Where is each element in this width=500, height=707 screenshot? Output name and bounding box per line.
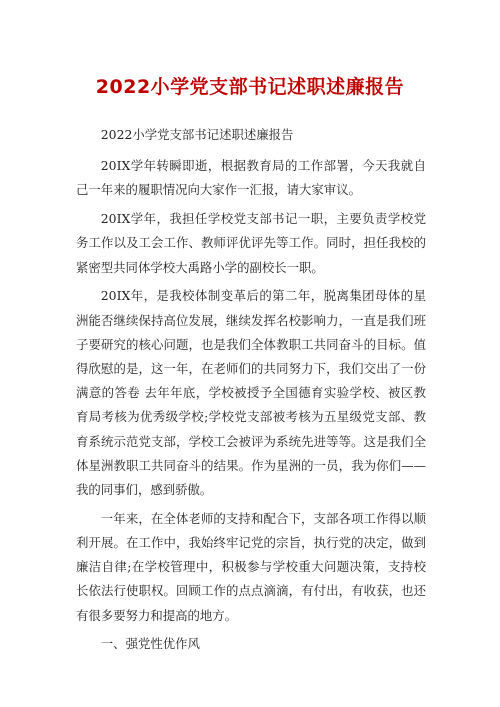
section-heading: 一、强党性优作风 (100, 636, 200, 652)
document-body (76, 123, 426, 661)
paragraph-role: 20IX学年，我担任学校党支部书记一职，主要负责学校党务工作以及工会工作、教师评优评先等工作。同时，担任我校的紧密型共同体学校大禹路小学的副校长一职。 (76, 211, 426, 275)
paragraph-intro: 20IX学年转瞬即逝，根据教育局的工作部署，今天我就自己一年来的履职情况向大家作一汇报，请大家审议。 (76, 158, 426, 198)
paragraph-achievements: 20IX年，是我校体制变革后的第二年，脱离集团母体的星洲能否继续保持高位发展，继续发挥名校影响力，一直是我们班子要研究的核心问题，也是我们全体教职工共同奋斗的目标。值得欣慰的是，这一年，在老师们的共同努力下，我们交出了一份满意的答卷 去年年底，学校被授予全国德育实验学校、被区教育局考核为优秀级学校;学校党支部被考核为五星级党支部、教育系统示范党支部，学校工会被评为系统先进等等。这是我们全体星洲教职工共同奋斗的结果。作为星洲的一员，我为你们——我的同事们，感到骄傲。 (76, 288, 426, 498)
document-subtitle: 2022小学党支部书记述职述廉报告 (100, 127, 294, 142)
document-title: 2022小学党支部书记述职述廉报告 (95, 76, 405, 98)
paragraph-summary: 一年来，在全体老师的支持和配合下，支部各项工作得以顺利开展。在工作中，我始终牢记党的宗旨，执行党的决定，做到廉洁自律;在学校管理中，积极参与学校重大问题决策，支持校长依法行使职权。回顾工作的点点滴滴，有付出，有收获，也还有很多要努力和提高的地方。 (76, 510, 426, 623)
